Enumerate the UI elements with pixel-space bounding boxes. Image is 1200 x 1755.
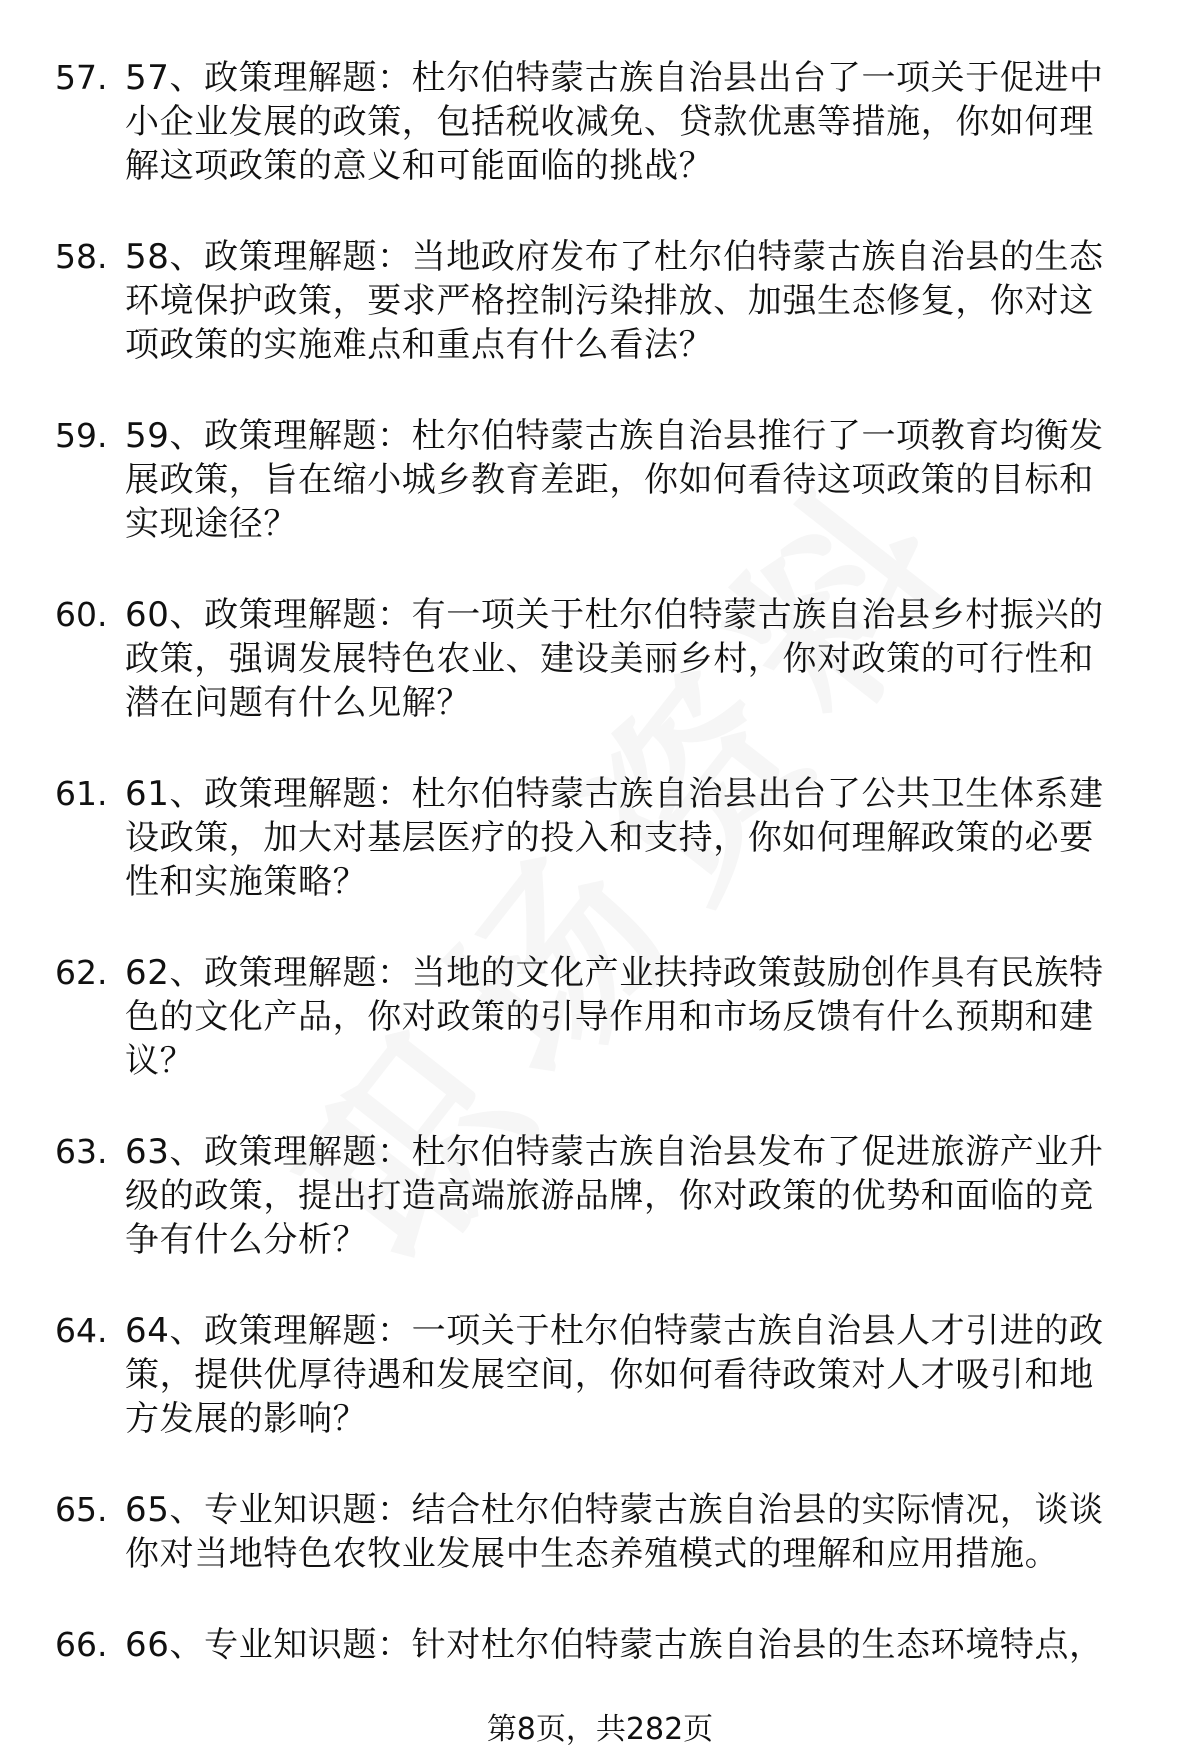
question-text: 64、政策理解题：一项关于杜尔伯特蒙古族自治县人才引进的政策，提供优厚待遇和发展空间，你如何看待政策对人才吸引和地方发展的影响？ [125, 1311, 1104, 1439]
question-item [0, 1488, 1200, 1576]
question-number: 57. [55, 58, 108, 97]
question-number: 62. [55, 953, 108, 992]
question-text: 65、专业知识题：结合杜尔伯特蒙古族自治县的实际情况，谈谈你对当地特色农牧业发展中生态养殖模式的理解和应用措施。 [125, 1490, 1104, 1574]
question-item [0, 593, 1200, 725]
question-item [0, 1623, 1200, 1667]
question-text: 66、专业知识题：针对杜尔伯特蒙古族自治县的生态环境特点， [125, 1625, 1104, 1665]
question-number: 61. [55, 774, 108, 813]
question-text: 58、政策理解题：当地政府发布了杜尔伯特蒙古族自治县的生态环境保护政策，要求严格控制污染排放、加强生态修复，你对这项政策的实施难点和重点有什么看法？ [125, 237, 1104, 365]
question-number: 65. [55, 1490, 108, 1529]
question-number: 63. [55, 1132, 108, 1171]
question-number: 60. [55, 595, 108, 634]
question-number: 66. [55, 1625, 108, 1664]
question-text: 63、政策理解题：杜尔伯特蒙古族自治县发布了促进旅游产业升级的政策，提出打造高端旅游品牌，你对政策的优势和面临的竞争有什么分析？ [125, 1132, 1104, 1260]
question-item [0, 1309, 1200, 1441]
question-number: 64. [55, 1311, 108, 1350]
question-number: 58. [55, 237, 108, 276]
page-footer [0, 1712, 1200, 1748]
question-number: 59. [55, 416, 108, 455]
question-text: 61、政策理解题：杜尔伯特蒙古族自治县出台了公共卫生体系建设政策，加大对基层医疗的投入和支持，你如何理解政策的必要性和实施策略？ [125, 774, 1104, 902]
question-item [0, 772, 1200, 904]
question-text: 60、政策理解题：有一项关于杜尔伯特蒙古族自治县乡村振兴的政策，强调发展特色农业、建设美丽乡村，你对政策的可行性和潜在问题有什么见解？ [125, 595, 1104, 723]
question-item [0, 235, 1200, 367]
question-item [0, 1130, 1200, 1262]
question-item [0, 56, 1200, 188]
question-item [0, 414, 1200, 546]
question-text: 59、政策理解题：杜尔伯特蒙古族自治县推行了一项教育均衡发展政策，旨在缩小城乡教育差距，你如何看待这项政策的目标和实现途径？ [125, 416, 1104, 544]
question-text: 57、政策理解题：杜尔伯特蒙古族自治县出台了一项关于促进中小企业发展的政策，包括税收减免、贷款优惠等措施，你如何理解这项政策的意义和可能面临的挑战？ [125, 58, 1104, 186]
question-item [0, 951, 1200, 1083]
page-number-label: 第8页，共282页 [486, 1712, 714, 1747]
question-list [0, 56, 1200, 1714]
question-text: 62、政策理解题：当地的文化产业扶持政策鼓励创作具有民族特色的文化产品，你对政策的引导作用和市场反馈有什么预期和建议？ [125, 953, 1104, 1081]
